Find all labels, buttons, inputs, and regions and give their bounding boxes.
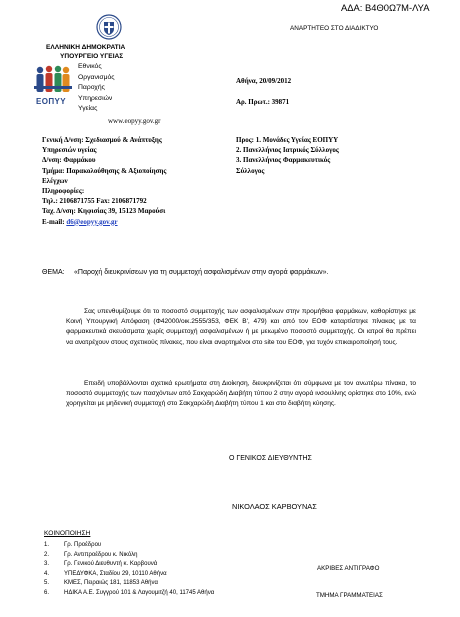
list-item: 5. ΚΜΕΣ, Πειραιώς 181, 11853 Αθήνα — [44, 580, 158, 587]
signature-title: Ο ΓΕΝΙΚΟΣ ΔΙΕΥΘΥΝΤΗΣ — [229, 455, 312, 462]
republic-label: ΕΛΛΗΝΙΚΗ ΔΗΜΟΚΡΑΤΙΑ — [46, 44, 126, 51]
eopyy-logo — [34, 64, 72, 106]
subject — [42, 268, 412, 278]
body-paragraph-2: Επειδή υποβάλλονται σχετικά ερωτήματα στη Διοίκηση, διευκρινίζεται ότι σύμφωνα με τον ανωτέρω πίνακα, το ποσοστό συμμετοχής των πασχόντων από Σακχαρώδη Διαβήτη τύπου 2 στην αγορά ινσουλίνης ορίστηκε στο 10%, ενώ χορηγείται με μηδενική συμμετοχή στο Σακχαρώδη Διαβήτη τύπου 1 και στο διαβήτη κύησης. — [66, 380, 416, 408]
secretariat-label: ΤΜΗΜΑ ΓΡΑΜΜΑΤΕΙΑΣ — [316, 592, 383, 599]
body-paragraph-1: Σας υπενθυμίζουμε ότι το ποσοστό συμμετοχής των ασφαλισμένων στην προμήθεια φαρμάκων, καθορίστηκε με Κοινή Υπουργική Απόφαση (Φ42000/οικ.2555/353, ΦΕΚ Β', 479) και από τον ΕΟΦ καταρτίστηκε πίνακας με τα φαρμακευτικά σκευάσματα χωρίς συμμετοχή ασφαλισμένων ή με μειωμένο ποσοστό συμμετοχής. Οι ιατροί θα πρέπει να ανατρέχουν στους σχετικούς πίνακες, που είναι αναρτημένοι στο site του ΕΟΦ, για τυχόν επικαιροποίησή τους. — [66, 308, 416, 346]
info-label: Πληροφορίες: — [42, 187, 85, 196]
website-link[interactable]: www.eopyy.gov.gr — [108, 117, 161, 125]
general-directorate-cont: Υπηρεσιών υγείας — [42, 146, 97, 155]
protocol-number: Αρ. Πρωτ.: 39871 — [236, 98, 290, 106]
sender-block — [42, 135, 166, 227]
email-line — [42, 217, 166, 227]
coat-of-arms-icon — [96, 14, 122, 45]
postal-address: Ταχ. Δ/νση: Κηφισίας 39, 15123 Μαρούσι — [42, 207, 166, 216]
ministry-label: ΥΠΟΥΡΓΕΙΟ ΥΓΕΙΑΣ — [60, 53, 124, 60]
recipients-block — [236, 135, 339, 176]
logo-text: ΕΟΠΥΥ — [36, 97, 67, 106]
recipient-line: 2. Πανελλήνιος Ιατρικός Σύλλογος — [236, 146, 339, 155]
org-line: Εθνικός — [78, 63, 102, 70]
exact-copy-label: ΑΚΡΙΒΕΣ ΑΝΤΙΓΡΑΦΟ — [317, 565, 380, 572]
org-line: Παροχής — [78, 84, 105, 91]
list-item: 4. ΥΠΕΔΥΦΚΑ, Σταδίου 29, 10110 Αθήνα — [44, 570, 167, 577]
people-logo-icon — [34, 64, 72, 98]
posted-online-label: ΑΝΑΡΤΗΤΕΟ ΣΤΟ ΔΙΑΔΙΚΤΥΟ — [290, 25, 379, 32]
recipient-line: Σύλλογος — [236, 166, 265, 175]
ada-code: ΑΔΑ: Β4Θ0Ω7Μ-ΛΥΑ — [341, 2, 430, 13]
place-date: Αθήνα, 20/09/2012 — [236, 77, 292, 85]
signature-name: ΝΙΚΟΛΑΟΣ ΚΑΡΒΟΥΝΑΣ — [232, 502, 317, 511]
email-link[interactable]: d6@eopyy.gov.gr — [66, 217, 118, 226]
subject-label: ΘΕΜΑ: — [42, 269, 65, 276]
department: Τμήμα: Παρακολούθησης & Αξιοποίησης — [42, 166, 167, 175]
cc-list — [44, 541, 214, 599]
recipient-line: 3. Πανελλήνιος Φαρμακευτικός — [236, 156, 331, 165]
org-name — [78, 62, 115, 115]
phone-fax: Τηλ.: 2106871755 Fax: 2106871792 — [42, 197, 147, 206]
list-item: 3. Γρ. Γενικού Διευθυντή κ. Καρβουνά — [44, 561, 158, 568]
list-item: 6. ΗΔΙΚΑ Α.Ε. Συγγρού 101 & Λαγουμιτζή 40, 11745 Αθήνα — [44, 589, 215, 596]
list-item: 1. Γρ. Προέδρου — [44, 542, 102, 548]
recipient-line: Προς: 1. Μονάδες Υγείας ΕΟΠΥΥ — [236, 136, 339, 144]
cc-heading: ΚΟΙΝΟΠΟΙΗΣΗ — [44, 530, 91, 537]
directorate: Δ/νση: Φαρμάκου — [42, 156, 96, 165]
org-line: Υγείας — [78, 105, 98, 112]
list-item: 2. Γρ. Αντιπροέδρου κ. Νικόλη — [44, 551, 138, 558]
department-cont: Ελέγχων — [42, 176, 68, 185]
general-directorate: Γενική Δ/νση: Σχεδιασμού & Ανάπτυξης — [42, 136, 162, 144]
subject-text: «Παροχή διευκρινίσεων για τη συμμετοχή ασφαλισμένων στην αγορά φαρμάκων». — [74, 269, 329, 276]
org-line: Υπηρεσιών — [78, 94, 113, 102]
org-line: Οργανισμός — [78, 73, 115, 81]
email-label: E-mail: — [42, 217, 65, 226]
